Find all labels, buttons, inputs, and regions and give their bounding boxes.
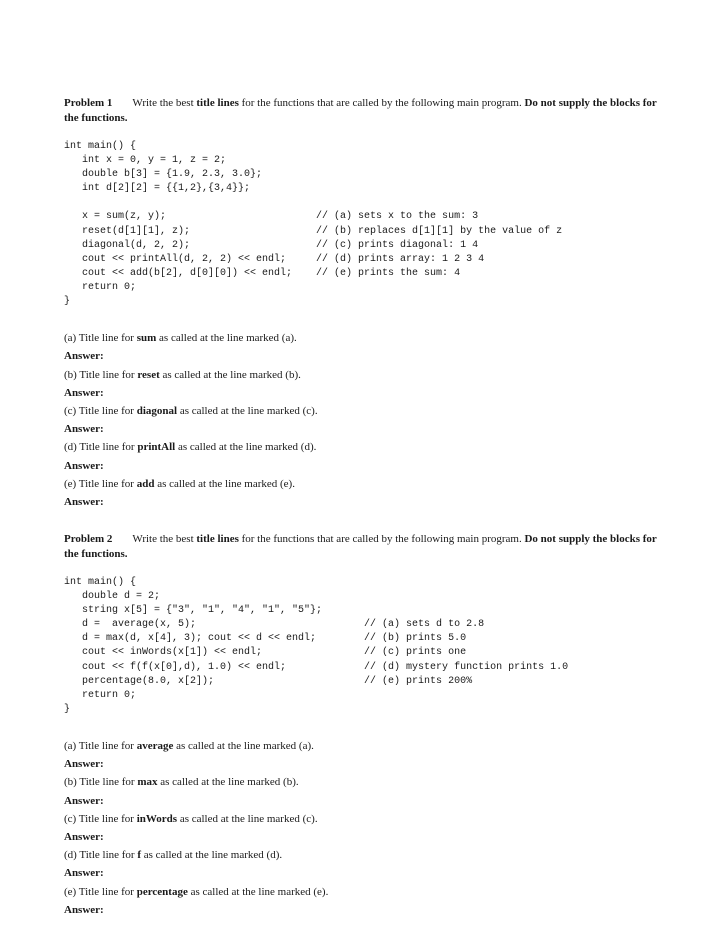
answer-label: Answer:	[64, 794, 104, 807]
part-text: as called at the line marked (e).	[187, 885, 329, 898]
function-name: max	[137, 776, 158, 789]
question-part	[64, 737, 660, 755]
problem-2-intro	[64, 532, 660, 562]
part-text: (b) Title line for	[64, 368, 138, 381]
part-text: as called at the line marked (b).	[157, 776, 299, 789]
function-name: average	[136, 739, 174, 752]
part-text: as called at the line marked (a).	[156, 332, 297, 345]
part-text: as called at the line marked (a).	[173, 739, 314, 752]
answer-label: Answer:	[64, 459, 104, 472]
problem-1-parts	[64, 329, 660, 511]
part-text: as called at the line marked (d).	[141, 849, 283, 862]
function-name: percentage	[136, 885, 188, 898]
answer-label: Answer:	[64, 495, 104, 508]
part-text: (a) Title line for	[64, 739, 137, 752]
problem-1-intro	[64, 96, 660, 126]
answer-label: Answer:	[64, 867, 104, 880]
question-part	[64, 773, 660, 791]
answer-label: Answer:	[64, 758, 104, 771]
problem-1-number: Problem 1	[64, 97, 113, 109]
part-text: as called at the line marked (c).	[177, 404, 318, 417]
question-part	[64, 810, 660, 828]
problem-2-code: int main() { double d = 2; string x[5] = {"3", "1", "4", "1", "5"}; d = average(x, 5); // (a) sets d to 2.8 d = max(d, x[4], 3); cout << d << endl; // (b) prints 5.0 cout << inWords(x[1]) << endl; // (c) prints one cout << f(f(x[0],d), 1.0) << endl; // (d) mystery function prints 1.0 percentage(8.0, x[2]); // (e) prints 200% return 0; }	[64, 577, 569, 715]
function-name: add	[136, 477, 155, 490]
answer-label: Answer:	[64, 386, 104, 399]
part-text: (c) Title line for	[64, 404, 137, 417]
function-name: sum	[136, 332, 157, 345]
answer-label: Answer:	[64, 903, 104, 916]
question-part	[64, 846, 660, 864]
question-part	[64, 883, 660, 901]
part-text: as called at the line marked (d).	[175, 441, 317, 454]
problem-2-parts	[64, 737, 660, 919]
intro-text: Write the best	[132, 533, 197, 545]
intro-text: for the functions that are called by the following main program.	[238, 97, 525, 109]
question-part	[64, 329, 660, 347]
question-part	[64, 438, 660, 456]
intro-instruction: Do not supply the blocks for the functions.	[64, 97, 657, 124]
question-part	[64, 402, 660, 420]
question-part	[64, 366, 660, 384]
part-text: as called at the line marked (e).	[154, 477, 295, 490]
problem-1-code: int main() { int x = 0, y = 1, z = 2; double b[3] = {1.9, 2.3, 3.0}; int d[2][2] = {{1,2},{3,4}}; x = sum(z, y); // (a) sets x to the sum: 3 reset(d[1][1], z); // (b) replaces d[1][1] by the value of z diagonal(d, 2, 2); // (c) prints diagonal: 1 4 cout << printAll(d, 2, 2) << endl; // (d) prints array: 1 2 3 4 cout << add(b[2], d[0][0]) << endl; // (e) prints the sum: 4 return 0; }	[64, 141, 563, 308]
answer-label: Answer:	[64, 830, 104, 843]
part-text: (b) Title line for	[64, 776, 138, 789]
function-name: f	[137, 849, 142, 862]
function-name: printAll	[137, 441, 176, 454]
part-text: (e) Title line for	[64, 477, 137, 490]
part-text: (e) Title line for	[64, 885, 137, 898]
intro-emphasis: title lines	[196, 533, 239, 545]
part-text: as called at the line marked (c).	[177, 812, 318, 825]
intro-emphasis: title lines	[196, 97, 239, 109]
intro-text: Write the best	[132, 97, 197, 109]
intro-text: for the functions that are called by the following main program.	[238, 533, 525, 545]
part-text: (c) Title line for	[64, 812, 137, 825]
function-name: diagonal	[136, 404, 178, 417]
part-text: (d) Title line for	[64, 849, 138, 862]
part-text: (d) Title line for	[64, 441, 138, 454]
intro-instruction: Do not supply the blocks for the functions.	[64, 533, 657, 560]
part-text: (a) Title line for	[64, 332, 137, 345]
function-name: reset	[137, 368, 160, 381]
question-part	[64, 475, 660, 493]
problem-1	[64, 96, 660, 511]
answer-label: Answer:	[64, 423, 104, 436]
function-name: inWords	[136, 812, 178, 825]
problem-2-number: Problem 2	[64, 533, 113, 545]
problem-2	[64, 532, 660, 919]
answer-label: Answer:	[64, 350, 104, 363]
part-text: as called at the line marked (b).	[159, 368, 301, 381]
